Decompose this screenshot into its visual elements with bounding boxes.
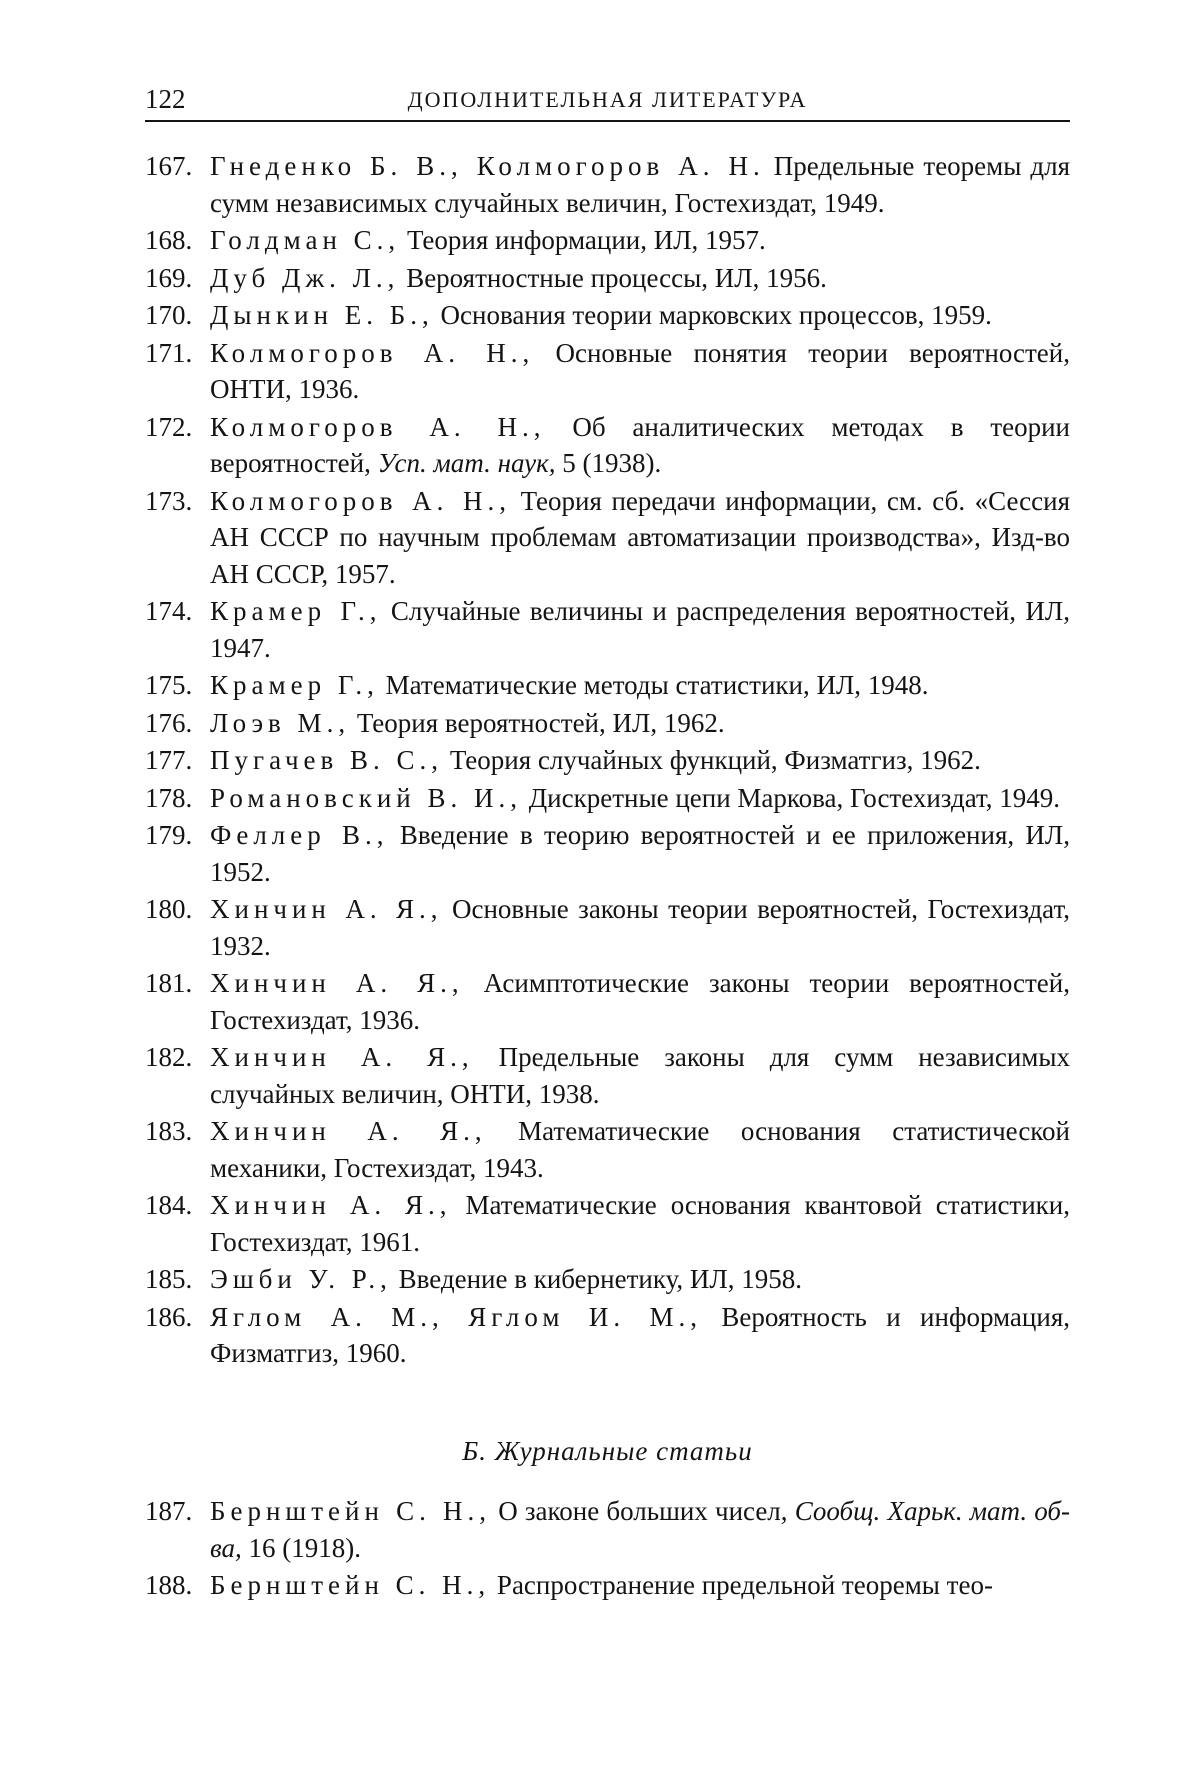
section-title: Б. Журнальные статьи [462, 1436, 753, 1466]
reference-text: Распространение предельной теоремы тео- [490, 1570, 993, 1600]
reference-text: Об аналитических методах в теории вероятностей, [210, 411, 1071, 478]
reference-text: Математические основания квантовой статистики, Гостехиздат, 1961. [210, 1190, 1070, 1257]
running-title: ДОПОЛНИТЕЛЬНАЯ ЛИТЕРАТУРА [407, 87, 808, 112]
reference-number: 185. [145, 1264, 193, 1294]
reference-entry [145, 593, 1070, 666]
reference-journal: Усп. мат. наук, [377, 448, 556, 478]
reference-text: Математические методы статистики, ИЛ, 1948. [378, 670, 929, 700]
reference-text: Теория случайных функций, Физматгиз, 1962. [443, 745, 981, 775]
page-header [145, 78, 1070, 118]
reference-author: Бернштейн С. Н., [210, 1496, 492, 1526]
reference-number: 178. [145, 782, 193, 813]
reference-author: Крамер Г., [210, 670, 379, 700]
reference-entry [145, 1299, 1070, 1372]
reference-tail: 5 (1938). [555, 448, 662, 478]
reference-number: 174. [145, 596, 193, 626]
reference-entry [145, 742, 1070, 779]
reference-entry [145, 483, 1070, 593]
reference-number: 172. [145, 411, 193, 442]
reference-entry [145, 1567, 1070, 1604]
journal-reference-list [145, 1493, 1070, 1605]
reference-tail: 16 (1918). [241, 1532, 362, 1563]
reference-entry [145, 667, 1070, 704]
reference-author: Хинчин А. Я., [210, 894, 443, 924]
reference-text: Теория передачи информации, см. сб. «Сессия АН СССР по научным проблемам автоматизации производства», Изд-во АН СССР, 1957. [210, 485, 1071, 589]
reference-text: О законе больших чисел, [491, 1496, 795, 1526]
reference-text: Дискретные цепи Маркова, Гостехиздат, 1949. [522, 782, 1061, 813]
reference-number: 187. [145, 1496, 193, 1526]
reference-number: 170. [145, 300, 193, 330]
reference-text: Асимптотические законы теории вероятностей, Гостехиздат, 1936. [210, 968, 1070, 1035]
reference-entry [145, 409, 1070, 482]
reference-text: Теория вероятностей, ИЛ, 1962. [350, 707, 725, 738]
reference-author: Хинчин А. Я., [210, 968, 464, 998]
reference-entry [145, 222, 1070, 259]
reference-entry [145, 260, 1070, 297]
reference-entry [145, 297, 1070, 334]
reference-entry [145, 705, 1070, 742]
reference-text: Основания теории марковских процессов, 1959. [433, 300, 992, 330]
reference-text: Математические основания статистической механики, Гостехиздат, 1943. [210, 1116, 1071, 1183]
reference-author: Феллер В., [210, 820, 389, 850]
reference-number: 179. [145, 820, 193, 850]
reference-author: Хинчин А. Я., [210, 1116, 487, 1146]
reference-entry [145, 891, 1070, 964]
reference-author: Яглом А. М., Яглом И. М., [210, 1301, 702, 1332]
reference-number: 186. [145, 1301, 193, 1332]
reference-entry [145, 335, 1070, 408]
reference-number: 177. [145, 745, 193, 775]
reference-author: Колмогоров А. Н., [210, 337, 535, 368]
reference-entry [145, 817, 1070, 890]
reference-entry [145, 1039, 1070, 1112]
reference-text: Предельные теоремы для сумм независимых случайных величин, Гостехиздат, 1949. [210, 151, 1070, 218]
reference-author: Хинчин А. Я., [210, 1190, 452, 1220]
reference-number: 167. [145, 151, 193, 181]
reference-author: Романовский В. И., [210, 782, 523, 813]
reference-author: Гнеденко Б. В., Колмогоров А. Н. [210, 151, 765, 181]
reference-number: 180. [145, 894, 193, 924]
reference-journal: Сообщ. Харьк. мат. об-ва, [210, 1496, 1070, 1563]
reference-author: Крамер Г., [210, 596, 382, 626]
reference-number: 184. [145, 1190, 193, 1220]
reference-author: Лоэв М., [210, 707, 351, 738]
reference-number: 173. [145, 485, 193, 516]
reference-text: Предельные законы для сумм независимых случайных величин, ОНТИ, 1938. [210, 1042, 1070, 1109]
reference-author: Бернштейн С. Н., [210, 1570, 491, 1600]
reference-entry [145, 965, 1070, 1038]
reference-author: Колмогоров А. Н., [210, 411, 546, 442]
reference-author: Дуб Дж. Л., [210, 262, 400, 293]
reference-author: Эшби У. Р., [210, 1264, 392, 1294]
reference-number: 182. [145, 1042, 193, 1072]
reference-author: Дынкин Е. Б., [210, 300, 434, 330]
reference-number: 169. [145, 262, 193, 293]
reference-text: Введение в теорию вероятностей и ее приложения, ИЛ, 1952. [210, 820, 1070, 887]
header-rule [145, 120, 1070, 122]
reference-author: Пугачев В. С., [210, 745, 444, 775]
reference-number: 181. [145, 968, 193, 998]
reference-number: 168. [145, 225, 193, 255]
reference-number: 183. [145, 1116, 193, 1146]
reference-text: Вероятностные процессы, ИЛ, 1956. [399, 262, 827, 293]
reference-text: Введение в кибернетику, ИЛ, 1958. [391, 1264, 802, 1294]
reference-entry [145, 1493, 1070, 1566]
reference-entry [145, 780, 1070, 817]
reference-text: Случайные величины и распределения вероятностей, ИЛ, 1947. [210, 596, 1070, 663]
reference-number: 171. [145, 337, 193, 368]
reference-text: Теория информации, ИЛ, 1957. [400, 225, 766, 255]
reference-author: Колмогоров А. Н., [210, 485, 511, 516]
reference-text: Основные понятия теории вероятностей, ОНТИ, 1936. [210, 337, 1070, 404]
reference-number: 188. [145, 1570, 193, 1600]
reference-author: Голдман С., [210, 225, 401, 255]
reference-entry [145, 1187, 1070, 1260]
reference-entry [145, 148, 1070, 221]
reference-text: Основные законы теории вероятностей, Гостехиздат, 1932. [210, 894, 1070, 961]
reference-number: 175. [145, 670, 193, 700]
reference-list [145, 148, 1070, 1373]
page-number: 122 [145, 84, 186, 114]
reference-author: Хинчин А. Я., [210, 1042, 474, 1072]
reference-number: 176. [145, 707, 193, 738]
reference-entry [145, 1261, 1070, 1298]
reference-text: Вероятность и информация, Физматгиз, 1960. [210, 1301, 1070, 1368]
reference-entry [145, 1113, 1070, 1186]
